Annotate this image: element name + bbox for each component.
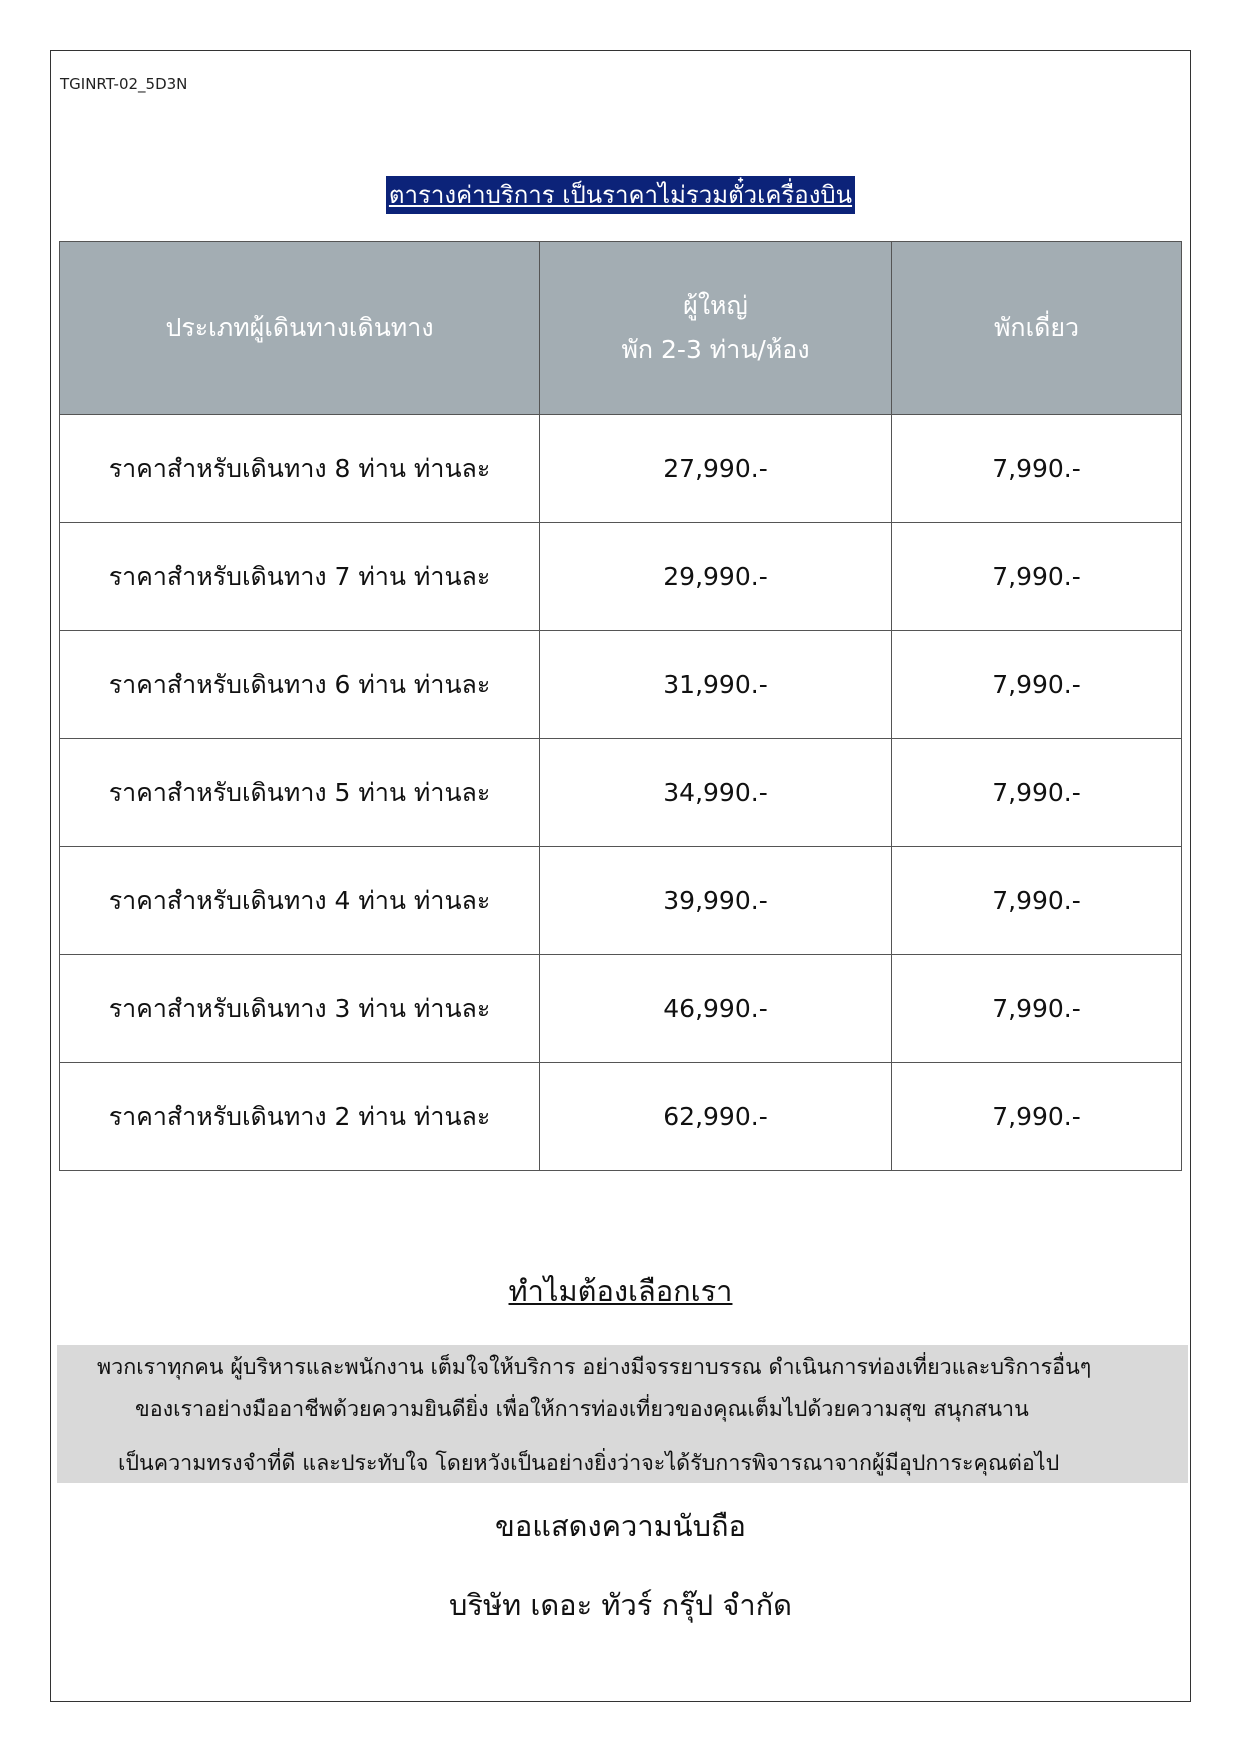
row-label: ราคาสำหรับเดินทาง 3 ท่าน ท่านละ: [60, 955, 540, 1063]
table-row: [60, 523, 1182, 631]
adult-price: 27,990.-: [540, 415, 892, 523]
row-label: ราคาสำหรับเดินทาง 2 ท่าน ท่านละ: [60, 1063, 540, 1171]
row-label: ราคาสำหรับเดินทาง 8 ท่าน ท่านละ: [60, 415, 540, 523]
single-price: 7,990.-: [892, 847, 1182, 955]
price-table: [59, 241, 1182, 1171]
single-price: 7,990.-: [892, 1063, 1182, 1171]
row-label: ราคาสำหรับเดินทาง 7 ท่าน ท่านละ: [60, 523, 540, 631]
table-row: [60, 415, 1182, 523]
paragraph-line-3: เป็นความทรงจำที่ดี และประทับใจ โดยหวังเป็นอย่างยิ่งว่าจะได้รับการพิจารณาจากผู้มีอุปการะคุณต่อไป: [118, 1451, 1060, 1476]
adult-price: 29,990.-: [540, 523, 892, 631]
adult-price: 31,990.-: [540, 631, 892, 739]
table-row: [60, 847, 1182, 955]
table-title: ตารางค่าบริการ เป็นราคาไม่รวมตั๋วเครื่องบิน: [386, 176, 855, 214]
company-name: บริษัท เดอะ ทัวร์ กรุ๊ป จำกัด: [448, 1588, 792, 1622]
row-label: ราคาสำหรับเดินทาง 4 ท่าน ท่านละ: [60, 847, 540, 955]
why-heading-container: [0, 1268, 1241, 1314]
adult-price: 34,990.-: [540, 739, 892, 847]
document-code: TGINRT-02_5D3N: [60, 75, 188, 93]
closing-regards: ขอแสดงความนับถือ: [495, 1509, 746, 1543]
adult-price: 62,990.-: [540, 1063, 892, 1171]
single-price: 7,990.-: [892, 415, 1182, 523]
header-single: พักเดี่ยว: [892, 242, 1182, 415]
table-row: [60, 1063, 1182, 1171]
header-adult: [540, 242, 892, 415]
single-price: 7,990.-: [892, 739, 1182, 847]
table-row: [60, 955, 1182, 1063]
adult-price: 39,990.-: [540, 847, 892, 955]
why-choose-us-heading: ทำไมต้องเลือกเรา: [508, 1274, 733, 1308]
paragraph-line-2: ของเราอย่างมืออาชีพด้วยความยินดียิ่ง เพื่อให้การท่องเที่ยวของคุณเต็มไปด้วยความสุข สนุกสนาน: [135, 1397, 1029, 1422]
single-price: 7,990.-: [892, 631, 1182, 739]
header-traveler-type: ประเภทผู้เดินทางเดินทาง: [60, 242, 540, 415]
single-price: 7,990.-: [892, 955, 1182, 1063]
row-label: ราคาสำหรับเดินทาง 5 ท่าน ท่านละ: [60, 739, 540, 847]
table-row: [60, 631, 1182, 739]
header-adult-line2: พัก 2-3 ท่าน/ห้อง: [621, 335, 810, 364]
title-container: [0, 176, 1241, 214]
header-adult-line1: ผู้ใหญ่: [683, 291, 748, 320]
single-price: 7,990.-: [892, 523, 1182, 631]
paragraph-line-1: พวกเราทุกคน ผู้บริหารและพนักงาน เต็มใจให้บริการ อย่างมีจรรยาบรรณ ดำเนินการท่องเที่ยวและบริการอื่นๆ: [97, 1355, 1092, 1380]
table-row: [60, 739, 1182, 847]
row-label: ราคาสำหรับเดินทาง 6 ท่าน ท่านละ: [60, 631, 540, 739]
adult-price: 46,990.-: [540, 955, 892, 1063]
table-header-row: [60, 242, 1182, 415]
